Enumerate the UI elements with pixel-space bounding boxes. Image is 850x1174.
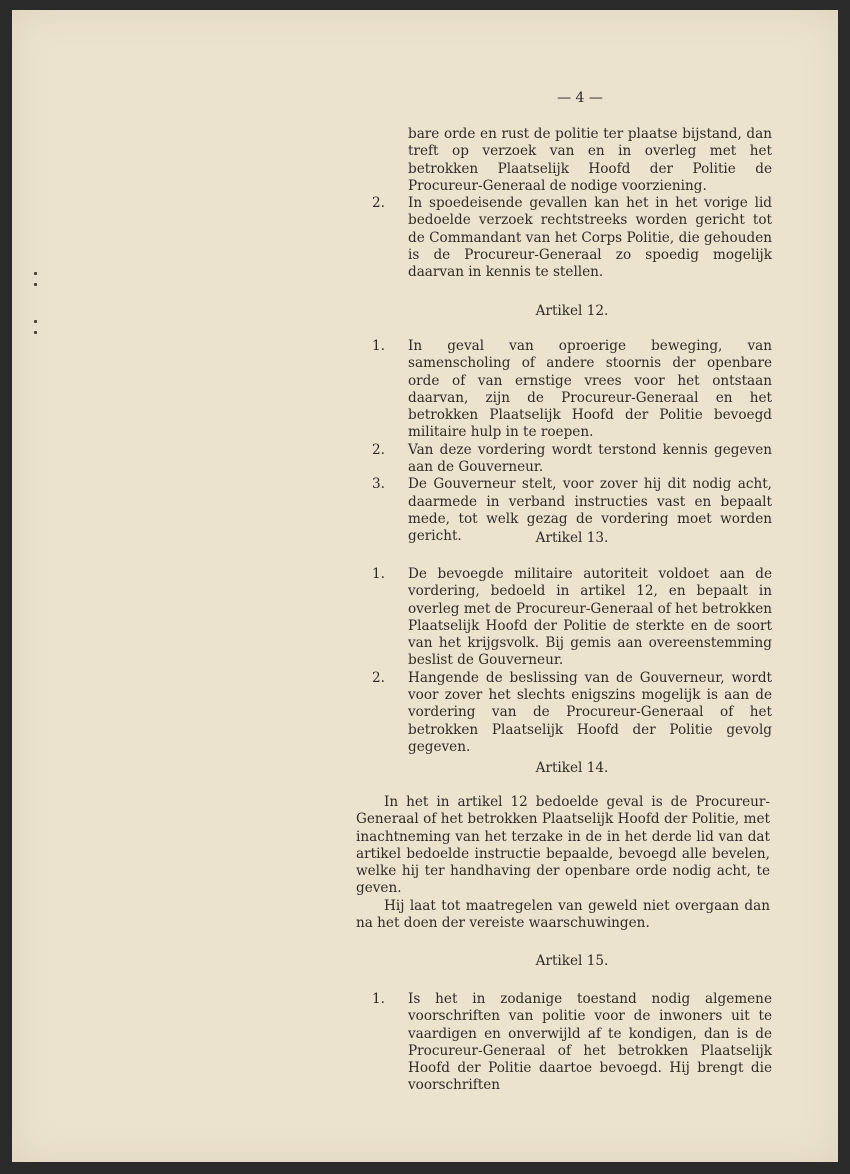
list-item <box>372 126 772 195</box>
item-number: 3. <box>372 476 385 493</box>
paragraph: In het in artikel 12 bedoelde geval is de Procureur-Generaal of het betrokken Plaatselijk Hoofd der Politie, met inachtneming van het terzake in de in het derde lid van dat artikel bedoelde instructie bepaalde, bevoegd alle bevelen, welke hij ter handhaving der openbare orde nodig acht, te geven. <box>356 794 770 897</box>
page-number: — 4 — <box>557 90 603 106</box>
margin-mark <box>34 283 37 286</box>
article-15-body <box>372 991 772 1095</box>
item-text: Is het in zodanige toestand nodig algemene voorschriften van politie voor de inwoners uit te vaardigen en onverwijld af te kondigen, dan is de Procureur-Generaal of het betrokken Plaatselijk Hoofd der Politie daartoe bevoegd. Hij brengt die voorschriften <box>408 991 772 1094</box>
paragraph: Hij laat tot maatregelen van geweld niet overgaan dan na het doen der vereiste waarschuwingen. <box>356 897 770 932</box>
list-item <box>372 195 772 281</box>
article-12 <box>372 303 772 320</box>
item-text: In geval van oproerige beweging, van samenscholing of andere stoornis der openbare orde of van ernstige vrees voor het ontstaan daarvan, zijn de Procureur-Generaal en het betrokken Plaatselijk Hoofd der Politie bevoegd militaire hulp in te roepen. <box>408 338 772 441</box>
item-text: bare orde en rust de politie ter plaatse bijstand, dan treft op verzoek van en in overleg met het betrokken Plaatselijk Hoofd der Politie de Procureur-Generaal de nodige voorziening. <box>408 126 772 194</box>
item-number: 2. <box>372 441 385 458</box>
margin-mark <box>34 272 37 275</box>
article-11-continuation <box>372 126 772 282</box>
item-number: 1. <box>372 338 385 354</box>
item-text: De bevoegde militaire autoriteit voldoet aan de vordering, bedoeld in artikel 12, en bepaalt in overleg met de Procureur-Generaal of het betrokken Plaatselijk Hoofd der Politie de sterkte en de soort van het krijgsvolk. Bij gemis aan overeenstemming beslist de Gouverneur. <box>408 566 772 669</box>
article-14 <box>372 760 772 777</box>
article-13-body <box>372 566 772 756</box>
list-item <box>372 442 772 477</box>
article-heading: Artikel 12. <box>535 303 609 319</box>
list-item <box>372 670 772 756</box>
margin-mark <box>34 331 37 334</box>
list-item <box>372 991 772 1095</box>
article-12-body <box>372 338 772 546</box>
list-item <box>372 566 772 670</box>
item-number: 2. <box>372 669 385 686</box>
item-number: 2. <box>372 195 385 212</box>
article-heading: Artikel 15. <box>535 953 609 969</box>
item-text: Van deze vordering wordt terstond kennis gegeven aan de Gouverneur. <box>408 441 772 476</box>
article-15 <box>372 953 772 970</box>
item-text: De Gouverneur stelt, voor zover hij dit nodig acht, daarmede in verband instructies vast en bepaalt mede, tot welk gezag de vordering moet worden gericht. <box>408 476 772 545</box>
item-text: Hangende de beslissing van de Gouverneur, wordt voor zover het slechts enigszins mogelijk is aan de vordering van de Procureur-Generaal of het betrokken Plaatselijk Hoofd der Politie gevolg gegeven. <box>408 669 772 755</box>
margin-mark <box>34 320 37 323</box>
item-number: 1. <box>372 991 385 1007</box>
item-number: 1. <box>372 566 385 582</box>
article-13 <box>372 530 772 547</box>
article-heading: Artikel 14. <box>535 760 609 776</box>
item-text: In spoedeisende gevallen kan het in het vorige lid bedoelde verzoek rechtstreeks worden gericht tot de Commandant van het Corps Politie, die gehouden is de Procureur-Generaal zo spoedig mogelijk daarvan in kennis te stellen. <box>408 195 772 281</box>
article-heading: Artikel 13. <box>535 530 609 546</box>
list-item <box>372 338 772 442</box>
article-14-body <box>356 794 770 932</box>
